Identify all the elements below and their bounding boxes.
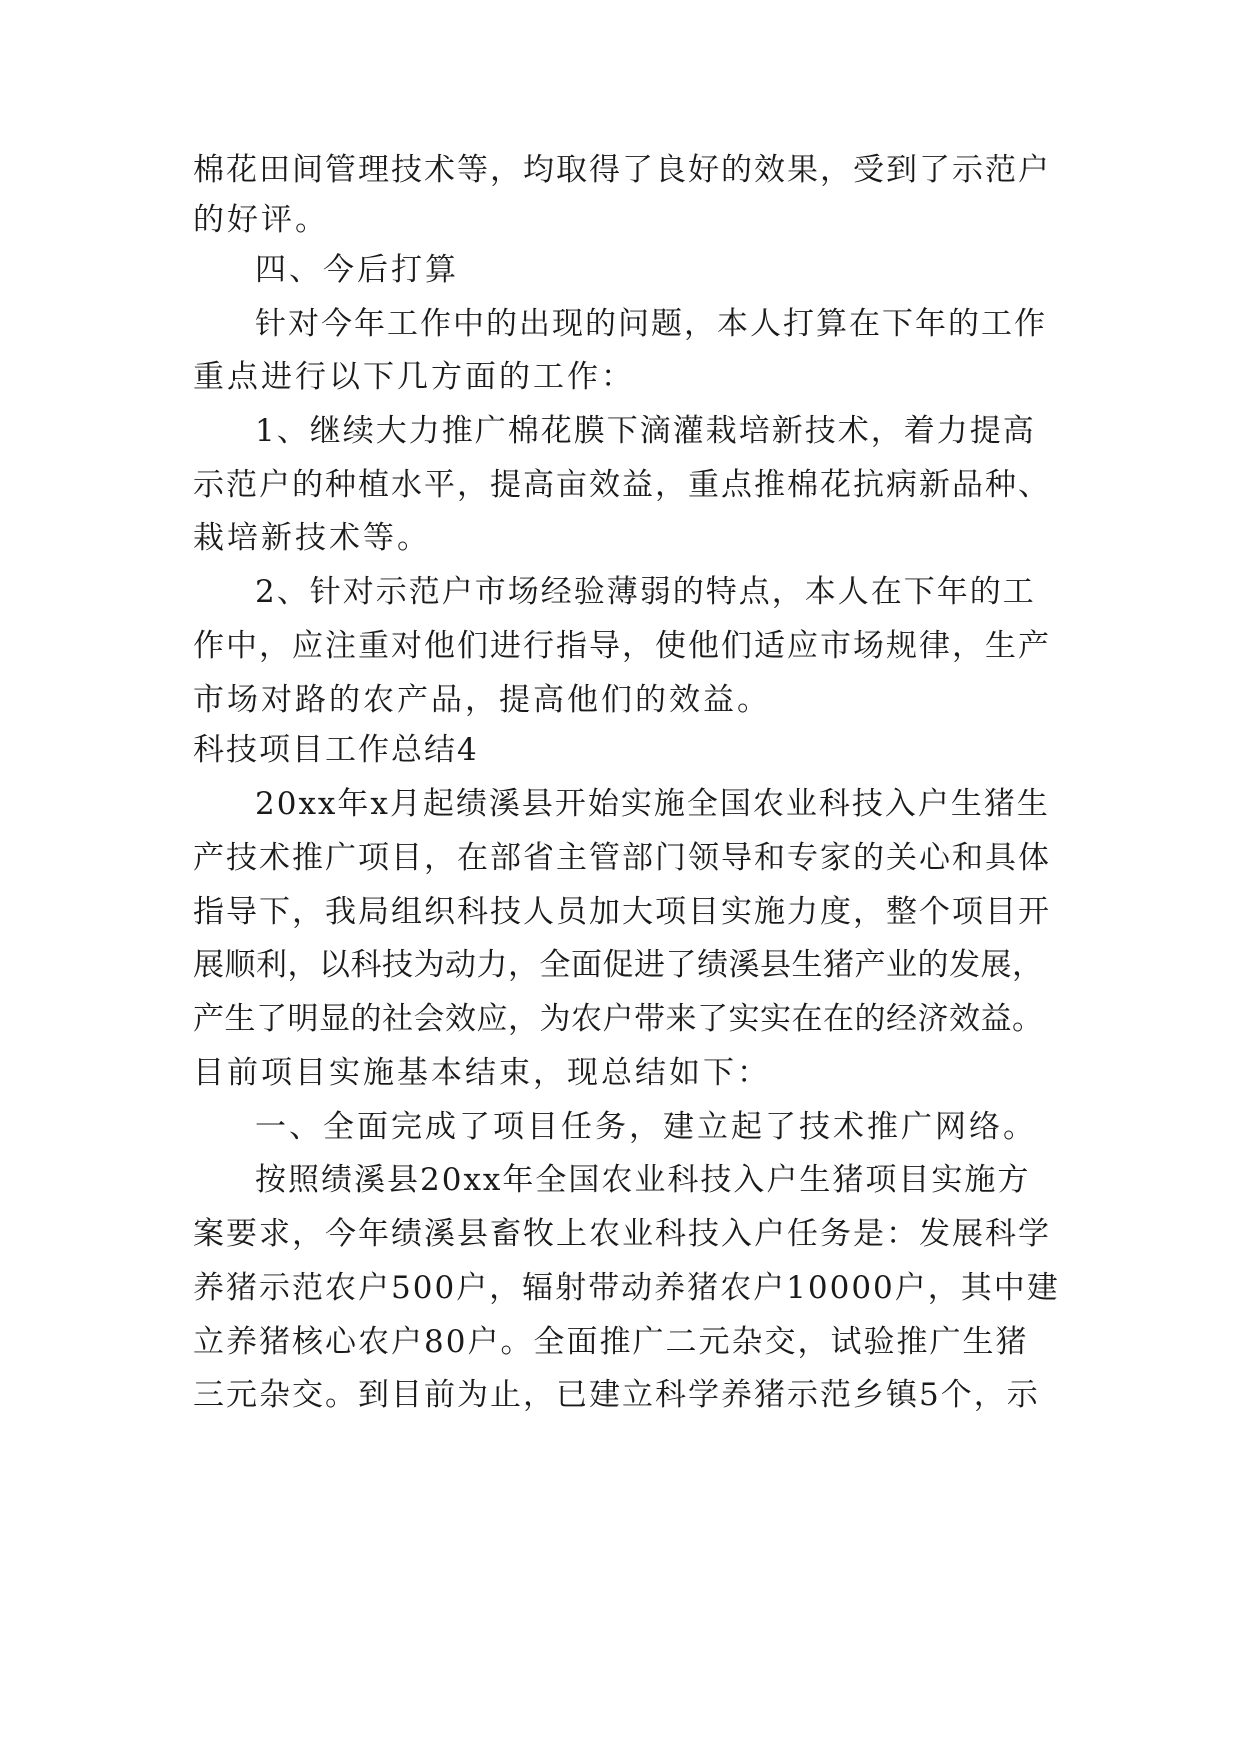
text-line: 棉花田间管理技术等，均取得了良好的效果，受到了示范户: [193, 152, 1051, 188]
text-line: 三元杂交。到目前为止，已建立科学养猪示范乡镇5个，示: [193, 1377, 1040, 1413]
document-title: 科技项目工作总结4: [193, 732, 479, 768]
text-line: 案要求，今年绩溪县畜牧上农业科技入户任务是：发展科学: [193, 1216, 1051, 1252]
text-line: 示范户的种植水平，提高亩效益，重点推棉花抗病新品种、: [193, 467, 1051, 503]
text-line: 1、继续大力推广棉花膜下滴灌栽培新技术，着力提高: [255, 413, 1036, 449]
text-line: 立养猪核心农户80户。全面推广二元杂交，试验推广生猪: [193, 1324, 1029, 1360]
text-line: 指导下，我局组织科技人员加大项目实施力度，整个项目开: [193, 894, 1051, 930]
text-line: 20xx年x月起绩溪县开始实施全国农业科技入户生猪生: [255, 786, 1050, 822]
text-line: 作中，应注重对他们进行指导，使他们适应市场规律，生产: [193, 628, 1051, 664]
text-line: 2、针对示范户市场经验薄弱的特点，本人在下年的工: [255, 574, 1036, 610]
text-line: 展顺利，以科技为动力，全面促进了绩溪县生猪产业的发展，: [193, 947, 1044, 983]
text-line: 产生了明显的社会效应，为农户带来了实实在在的经济效益。: [193, 1001, 1044, 1037]
text-line: 目前项目实施基本结束，现总结如下：: [193, 1055, 771, 1091]
section-heading: 四、今后打算: [255, 252, 459, 288]
text-line: 针对今年工作中的出现的问题，本人打算在下年的工作: [255, 306, 1047, 342]
text-line: 重点进行以下几方面的工作：: [193, 359, 635, 395]
text-line: 栽培新技术等。: [193, 520, 431, 556]
text-line: 产技术推广项目，在部省主管部门领导和专家的关心和具体: [193, 840, 1051, 876]
text-line: 养猪示范农户500户，辐射带动养猪农户10000户，其中建: [193, 1270, 1060, 1306]
text-line: 的好评。: [193, 202, 329, 238]
section-heading: 一、全面完成了项目任务，建立起了技术推广网络。: [255, 1109, 1037, 1145]
text-line: 按照绩溪县20xx年全国农业科技入户生猪项目实施方: [255, 1162, 1031, 1198]
text-line: 市场对路的农产品，提高他们的效益。: [193, 682, 771, 718]
